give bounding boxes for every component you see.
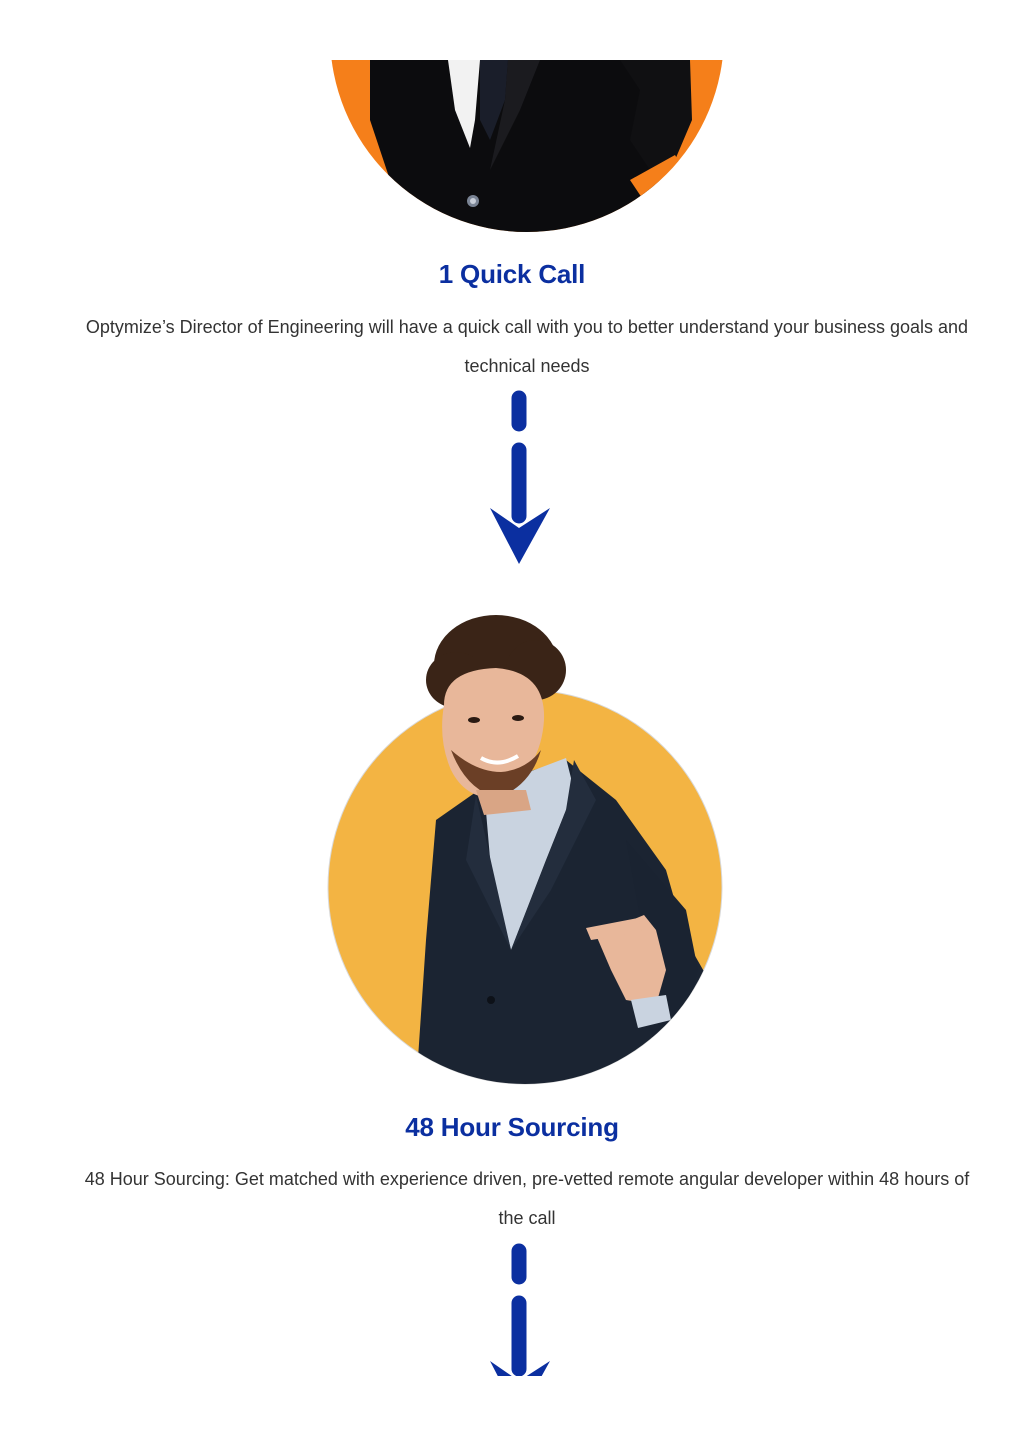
step-1-title: 1 Quick Call: [438, 259, 586, 289]
step-1-description: Optymize’s Director of Engineering will have a quick call with you to better understand your business goals and technical needs: [85, 317, 969, 376]
step-1-photo: [330, 60, 724, 232]
step-2-title: 48 Hour Sourcing: [405, 1112, 619, 1142]
down-arrow-icon: [486, 1241, 554, 1376]
businessman-portrait-icon: [330, 60, 724, 232]
step-2-photo: [326, 610, 726, 1088]
down-arrow-icon: [486, 388, 554, 568]
smiling-man-pointing-icon: [326, 610, 726, 1088]
step-2-description: 48 Hour Sourcing: Get matched with experience driven, pre-vetted remote angular developer within 48 hours of the call: [84, 1169, 970, 1228]
